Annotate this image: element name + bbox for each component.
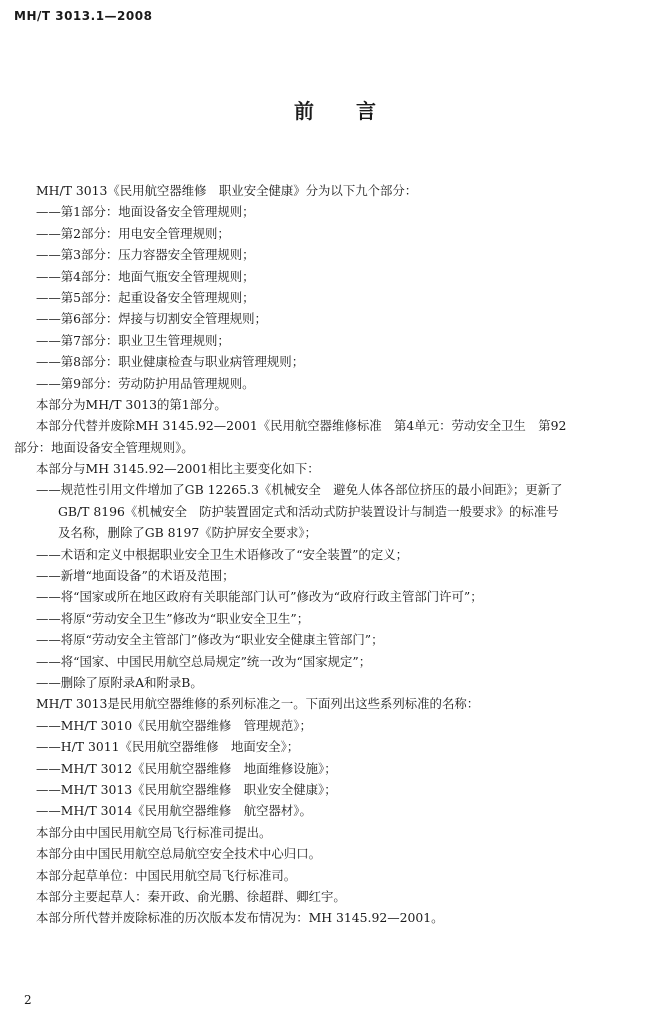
text-line: ——H/T 3011《民用航空器维修 地面安全》； — [36, 739, 300, 755]
text-line: 本部分主要起草人：秦开政、俞光鹏、徐超群、卿红宇。 — [36, 888, 346, 904]
text-line: ——将“国家、中国民用航空总局规定”统一改为“国家规定”； — [36, 653, 372, 669]
text-line: 本部分为MH/T 3013的第1部分。 — [36, 396, 227, 412]
text-line: ——将“国家或所在地区政府有关职能部门认可”修改为“政府行政主管部门许可”； — [36, 589, 483, 605]
text-line: ——第1部分：地面设备安全管理规则； — [36, 204, 255, 220]
text-line: ——MH/T 3013《民用航空器维修 职业安全健康》； — [36, 781, 337, 797]
text-line: 本部分由中国民用航空局飞行标准司提出。 — [36, 824, 272, 840]
text-line: ——第2部分：用电安全管理规则； — [36, 225, 230, 241]
text-line: 本部分所代替并废除标准的历次版本发布情况为：MH 3145.92—2001。 — [36, 910, 444, 926]
text-line: ——新增“地面设备”的术语及范围； — [36, 568, 235, 584]
text-line: ——第4部分：地面气瓶安全管理规则； — [36, 268, 255, 284]
text-line: 本部分与MH 3145.92—2001相比主要变化如下： — [36, 461, 320, 477]
foreword-body — [14, 180, 658, 929]
text-line: ——第3部分：压力容器安全管理规则； — [36, 247, 255, 263]
text-line: 本部分由中国民用航空总局航空安全技术中心归口。 — [36, 846, 321, 862]
text-line: 部分：地面设备安全管理规则》。 — [14, 439, 194, 455]
text-line: ——第6部分：焊接与切割安全管理规则； — [36, 311, 267, 327]
document-code-header: MH/T 3013.1—2008 — [14, 9, 153, 23]
text-line: ——将原“劳动安全主管部门”修改为“职业安全健康主管部门”； — [36, 632, 384, 648]
page-title: 前言 — [294, 99, 418, 123]
text-line: 本部分起草单位：中国民用航空局飞行标准司。 — [36, 867, 297, 883]
text-line: 及名称，删除了GB 8197《防护屏安全要求》； — [58, 525, 317, 541]
text-line: ——第7部分：职业卫生管理规则； — [36, 332, 230, 348]
text-line: ——删除了原附录A和附录B。 — [36, 674, 203, 690]
text-line: MH/T 3013是民用航空器维修的系列标准之一。下面列出这些系列标准的名称： — [36, 696, 480, 712]
text-line: ——第5部分：起重设备安全管理规则； — [36, 289, 255, 305]
text-line: GB/T 8196《机械安全 防护装置固定式和活动式防护装置设计与制造一般要求》的标准号 — [58, 503, 559, 519]
page-number: 2 — [24, 993, 32, 1007]
text-line: ——第8部分：职业健康检查与职业病管理规则； — [36, 354, 305, 370]
text-line: ——MH/T 3010《民用航空器维修 管理规范》； — [36, 717, 312, 733]
text-line: ——第9部分：劳动防护用品管理规则。 — [36, 375, 255, 391]
text-line: ——规范性引用文件增加了GB 12265.3《机械安全 避免人体各部位挤压的最小间距》；更新了 — [36, 482, 563, 498]
text-line: ——MH/T 3014《民用航空器维修 航空器材》。 — [36, 803, 312, 819]
text-line: MH/T 3013《民用航空器维修 职业安全健康》分为以下九个部分： — [36, 183, 418, 198]
text-line: ——术语和定义中根据职业安全卫生术语修改了“安全装置”的定义； — [36, 546, 408, 562]
text-line: ——MH/T 3012《民用航空器维修 地面维修设施》； — [36, 760, 337, 776]
text-line: 本部分代替并废除MH 3145.92—2001《民用航空器维修标准 第4单元：劳动安全卫生 第92 — [36, 418, 567, 434]
text-line: ——将原“劳动安全卫生”修改为“职业安全卫生”； — [36, 610, 310, 626]
